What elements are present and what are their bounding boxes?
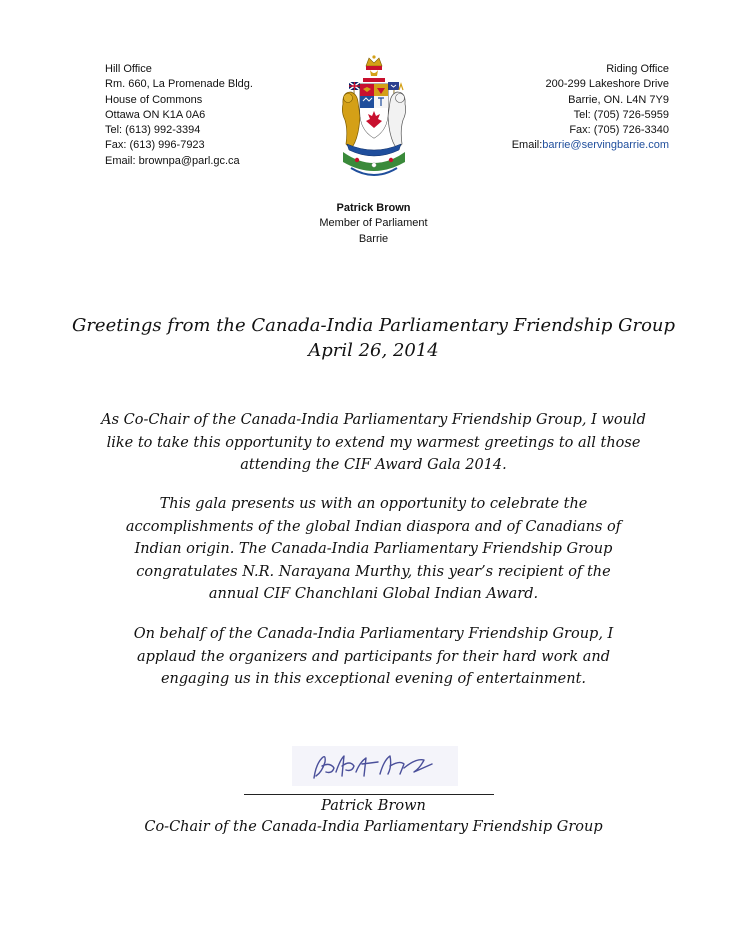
riding-office-email bbox=[512, 138, 669, 153]
paragraph-line: congratulates N.R. Narayana Murthy, this year’s recipient of the bbox=[136, 563, 611, 580]
paragraph-2 bbox=[60, 493, 687, 606]
hill-office-address bbox=[105, 62, 253, 169]
hill-office-line: Ottawa ON K1A 0A6 bbox=[105, 108, 206, 121]
handwritten-signature bbox=[292, 746, 458, 786]
closing-block bbox=[0, 796, 747, 838]
letter-title: Greetings from the Canada-India Parliamentary Friendship Group bbox=[71, 315, 676, 336]
paragraph-line: On behalf of the Canada-India Parliamentary Friendship Group, I bbox=[133, 626, 614, 642]
paragraph-line: like to take this opportunity to extend my warmest greetings to all those bbox=[106, 434, 641, 451]
paragraph-3 bbox=[60, 623, 687, 691]
riding-office-line: Barrie, ON. L4N 7Y9 bbox=[568, 93, 669, 106]
letter-date: April 26, 2014 bbox=[308, 340, 439, 361]
closing-name: Patrick Brown bbox=[321, 798, 426, 814]
member-name: Patrick Brown bbox=[336, 202, 411, 214]
paragraph-1 bbox=[60, 409, 687, 477]
member-block bbox=[0, 201, 747, 247]
paragraph-line: As Co-Chair of the Canada-India Parliamentary Friendship Group, I would bbox=[101, 412, 646, 428]
riding-office-phone: Tel: (705) 726-5959 bbox=[573, 108, 669, 121]
paragraph-line: Indian origin. The Canada-India Parliamentary Friendship Group bbox=[134, 541, 613, 557]
paragraph-line: engaging us in this exceptional evening of entertainment. bbox=[160, 671, 587, 687]
hill-office-email: Email: brownpa@parl.gc.ca bbox=[105, 154, 240, 167]
riding-office-fax: Fax: (705) 726-3340 bbox=[569, 124, 669, 137]
hill-office-phone: Tel: (613) 992-3394 bbox=[105, 124, 201, 137]
riding-office-title: Riding Office bbox=[606, 63, 669, 75]
riding-email-label: Email: bbox=[511, 139, 543, 152]
letter-heading bbox=[0, 313, 747, 363]
hill-office-line: Rm. 660, La Promenade Bldg. bbox=[105, 78, 253, 91]
member-riding: Barrie bbox=[358, 232, 389, 245]
paragraph-line: accomplishments of the global Indian diaspora and of Canadians of bbox=[125, 518, 622, 535]
member-role: Member of Parliament bbox=[319, 217, 428, 230]
riding-email-link[interactable]: barrie@servingbarrie.com bbox=[542, 139, 669, 152]
paragraph-line: attending the CIF Award Gala 2014. bbox=[240, 457, 507, 473]
paragraph-line: applaud the organizers and participants for their hard work and bbox=[136, 648, 611, 665]
paragraph-line: annual CIF Chanchlani Global Indian Award. bbox=[208, 586, 539, 602]
riding-office-address bbox=[512, 62, 669, 154]
hill-office-title: Hill Office bbox=[105, 63, 152, 75]
canada-coat-of-arms-icon bbox=[333, 54, 415, 182]
hill-office-fax: Fax: (613) 996-7923 bbox=[105, 139, 205, 152]
riding-office-line: 200-299 Lakeshore Drive bbox=[545, 78, 669, 91]
signature-line bbox=[244, 794, 494, 795]
paragraph-line: This gala presents us with an opportunity to celebrate the bbox=[159, 496, 588, 512]
hill-office-line: House of Commons bbox=[105, 93, 203, 106]
closing-title: Co-Chair of the Canada-India Parliamentary Friendship Group bbox=[144, 819, 603, 835]
